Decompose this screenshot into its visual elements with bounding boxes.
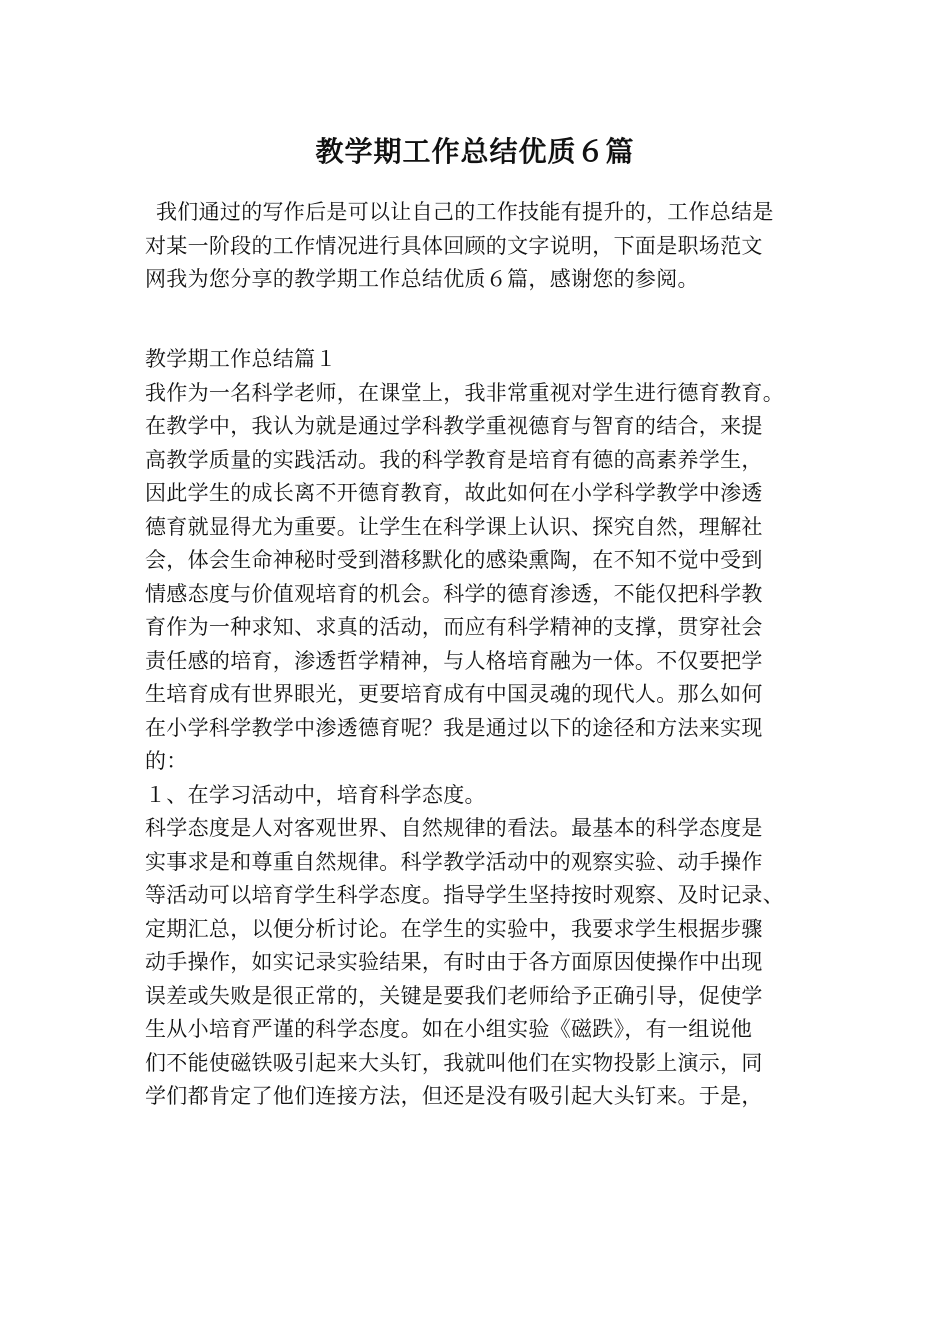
paragraph-line: 在教学中，我认为就是通过学科教学重视德育与智育的结合，来提	[145, 414, 763, 438]
section-heading: 教学期工作总结篇１	[145, 347, 337, 371]
paragraph-line: 学们都肯定了他们连接方法，但还是没有吸引起大头钉来。于是，	[145, 1084, 763, 1108]
paragraph-line: 高教学质量的实践活动。我的科学教育是培育有德的高素养学生，	[145, 447, 763, 472]
paragraph-line: 德育就显得尤为重要。让学生在科学课上认识、探究自然，理解社	[145, 514, 763, 539]
intro-line: 对某一阶段的工作情况进行具体回顾的文字说明，下面是职场范文	[145, 233, 763, 258]
main-content	[145, 343, 810, 1114]
paragraph-line: 会，体会生命神秘时受到潜移默化的感染熏陶，在不知不觉中受到	[145, 548, 763, 572]
paragraph-line: 因此学生的成长离不开德育教育，故此如何在小学科学教学中渗透	[145, 481, 763, 505]
paragraph-line: 生从小培育严谨的科学态度。如在小组实验《磁跌》，有一组说他	[145, 1017, 753, 1041]
paragraph-line: 定期汇总，以便分析讨论。在学生的实验中，我要求学生根据步骤	[145, 916, 763, 941]
paragraph-line: 科学态度是人对客观世界、自然规律的看法。最基本的科学态度是	[145, 816, 763, 840]
paragraph-line: 我作为一名科学老师，在课堂上，我非常重视对学生进行德育教育。	[145, 380, 784, 405]
paragraph-line: 在小学科学教学中渗透德育呢？我是通过以下的途径和方法来实现	[145, 715, 763, 740]
paragraph-line: 实事求是和尊重自然规律。科学教学活动中的观察实验、动手操作	[145, 849, 763, 874]
paragraph-line: 动手操作，如实记录实验结果，有时由于各方面原因使操作中出现	[145, 950, 763, 974]
paragraph-line: 们不能使磁铁吸引起来大头钉，我就叫他们在实物投影上演示，同	[145, 1050, 763, 1075]
intro-line: 网我为您分享的教学期工作总结优质６篇，感谢您的参阅。	[145, 267, 699, 291]
intro-line: 我们通过的写作后是可以让自己的工作技能有提升的，工作总结是	[156, 200, 774, 224]
intro-paragraph	[145, 196, 810, 297]
point-heading: １、在学习活动中，培育科学态度。	[145, 782, 486, 807]
paragraph-line: 误差或失败是很正常的，关键是要我们老师给予正确引导，促使学	[145, 983, 763, 1008]
paragraph-line: 生培育成有世界眼光，更要培育成有中国灵魂的现代人。那么如何	[145, 682, 763, 706]
paragraph-line: 情感态度与价值观培育的机会。科学的德育渗透，不能仅把科学教	[145, 581, 763, 606]
paragraph-line: 责任感的培育，渗透哲学精神，与人格培育融为一体。不仅要把学	[145, 648, 763, 673]
paragraph-line: 等活动可以培育学生科学态度。指导学生坚持按时观察、及时记录、	[145, 883, 784, 907]
paragraph-line: 的：	[145, 749, 188, 773]
paragraph-line: 育作为一种求知、求真的活动，而应有科学精神的支撑，贯穿社会	[145, 615, 763, 639]
document-title: 教学期工作总结优质６篇	[315, 135, 635, 168]
